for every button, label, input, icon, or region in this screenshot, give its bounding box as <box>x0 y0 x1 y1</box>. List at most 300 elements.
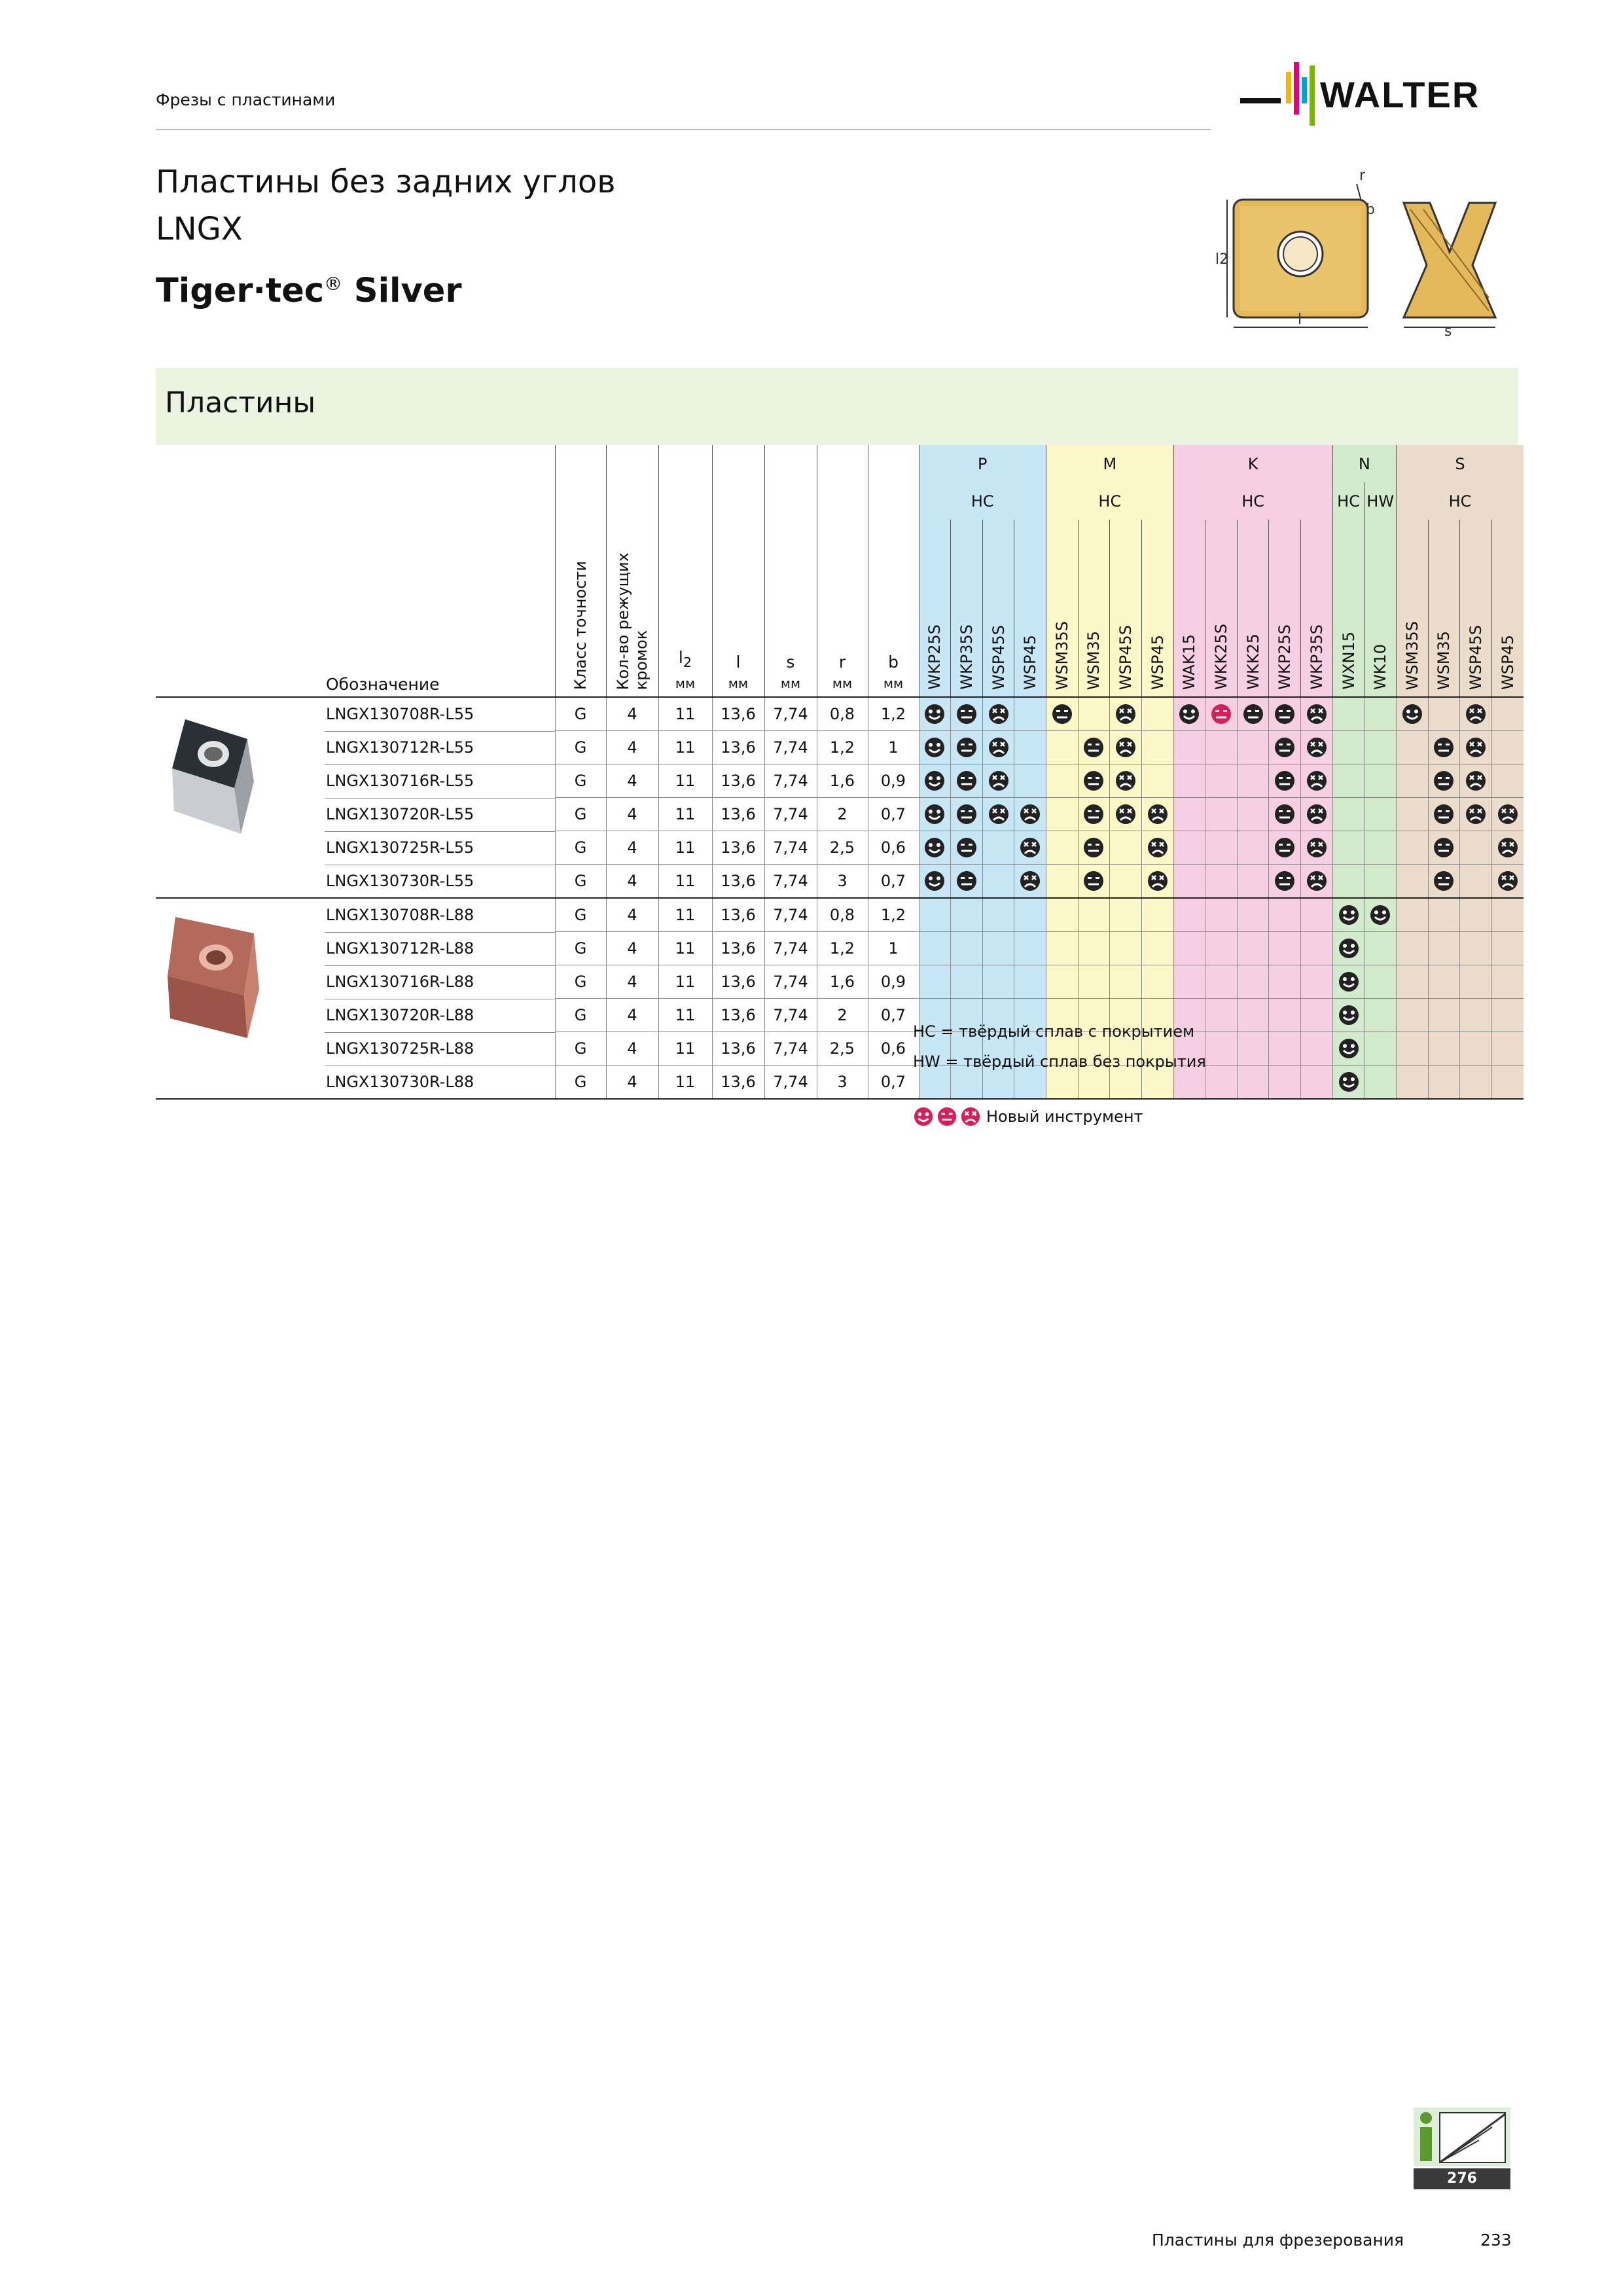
neutral-rating-icon <box>1433 770 1455 792</box>
class-cell: G <box>555 965 606 999</box>
grade-cell-WSP45S <box>1460 697 1492 731</box>
grade-cell-WKP35S <box>951 965 983 999</box>
group-header-K: K <box>1173 445 1332 482</box>
grade-cell-WSM35 <box>1428 965 1460 999</box>
grade-cell-WSM35 <box>1428 999 1460 1032</box>
grade-cell-WSM35 <box>1078 932 1110 965</box>
grade-cell-WSM35 <box>1078 865 1110 899</box>
group-subheader-S: HC <box>1397 482 1524 520</box>
designation-cell <box>156 898 555 932</box>
class-cell: G <box>555 1066 606 1100</box>
edges-cell: 4 <box>606 764 658 798</box>
grade-cell-WKP35S <box>1301 1032 1333 1066</box>
grade-cell-WSP45S <box>982 831 1014 865</box>
grade-cell-WSP45 <box>1141 932 1173 965</box>
grade-cell-WSP45 <box>1491 798 1524 831</box>
grade-header-WAK15: WAK15 <box>1173 520 1205 697</box>
grade-cell-WSP45 <box>1014 697 1046 731</box>
l2-cell: 11 <box>658 999 712 1032</box>
grade-header-WKP35S: WKP35S <box>951 520 983 697</box>
r-cell: 1,6 <box>817 965 868 999</box>
grade-cell-WSP45 <box>1491 1066 1524 1100</box>
grade-cell-WKK25 <box>1237 898 1269 932</box>
neutral-rating-icon <box>1274 736 1296 759</box>
grade-cell-WKK25 <box>1237 932 1269 965</box>
designation-text: LNGX130716R-L55 <box>326 772 474 790</box>
good-rating-icon <box>923 736 946 759</box>
class-cell: G <box>555 798 606 831</box>
designation-cell <box>156 932 555 965</box>
page-title-line1: Пластины без задних углов <box>156 164 616 200</box>
b-cell: 0,7 <box>868 865 919 899</box>
grade-cell-WK10 <box>1364 831 1397 865</box>
poor-rating-icon <box>1115 770 1137 792</box>
grade-cell-WSM35S <box>1046 731 1079 764</box>
grade-cell-WXN15 <box>1332 965 1364 999</box>
neutral-rating-icon <box>1274 703 1296 725</box>
grade-cell-WKP35S <box>951 831 983 865</box>
grade-cell-WSM35 <box>1428 865 1460 899</box>
grade-cell-WKP35S <box>951 798 983 831</box>
info-reference-icon[interactable] <box>1414 2108 1510 2166</box>
edges-cell: 4 <box>606 898 658 932</box>
class-cell: G <box>555 999 606 1032</box>
good-rating-icon <box>923 836 946 859</box>
l2-cell: 11 <box>658 965 712 999</box>
designation-cell <box>156 1066 555 1100</box>
grade-cell-WSM35S <box>1046 798 1079 831</box>
neutral-rating-icon <box>1274 770 1296 792</box>
designation-text: LNGX130712R-L55 <box>326 738 474 757</box>
r-cell: 2,5 <box>817 831 868 865</box>
grade-cell-WSM35S <box>1046 764 1079 798</box>
grade-cell-WAK15 <box>1173 865 1205 899</box>
designation-text: LNGX130720R-L55 <box>326 805 474 823</box>
edges-cell: 4 <box>606 831 658 865</box>
grade-cell-WSM35S <box>1397 999 1429 1032</box>
table-row <box>156 1066 1524 1100</box>
col-header-class: Класс точности <box>555 445 606 697</box>
designation-text: LNGX130725R-L55 <box>326 838 474 857</box>
section-band <box>156 368 1518 445</box>
l2-cell: 11 <box>658 831 712 865</box>
grade-cell-WKP25S <box>919 932 951 965</box>
l-cell: 13,6 <box>712 1032 764 1066</box>
good-rating-icon <box>923 703 946 725</box>
grade-cell-WSP45 <box>1014 898 1046 932</box>
col-header-edges: Кол-во режущих кромок <box>606 445 658 697</box>
grade-cell-WSP45 <box>1014 865 1046 899</box>
grade-cell-WSP45 <box>1141 965 1173 999</box>
neutral-rating-icon <box>1082 836 1105 859</box>
table-row <box>156 865 1524 899</box>
b-cell: 1 <box>868 731 919 764</box>
poor-rating-icon <box>1019 870 1041 892</box>
b-cell: 1,2 <box>868 898 919 932</box>
designation-text: LNGX130708R-L55 <box>326 705 474 724</box>
grade-cell-WSP45S <box>982 898 1014 932</box>
designation-text: LNGX130730R-L55 <box>326 871 474 890</box>
grade-cell-WKK25S <box>1205 865 1238 899</box>
page-title-product: Tiger·tec® Silver <box>156 272 462 310</box>
grade-cell-WSM35S <box>1397 1066 1429 1100</box>
grade-cell-WSP45 <box>1141 731 1173 764</box>
grade-cell-WXN15 <box>1332 999 1364 1032</box>
poor-rating-icon <box>988 703 1010 725</box>
table-row <box>156 731 1524 764</box>
grade-cell-WSP45S <box>1460 898 1492 932</box>
good-rating-icon <box>1369 904 1391 926</box>
poor-rating-icon <box>1115 736 1137 759</box>
footer-page-number: 233 <box>1480 2231 1512 2250</box>
grade-cell-WKP25S <box>919 898 951 932</box>
grade-cell-WSM35 <box>1428 1032 1460 1066</box>
grade-cell-WSP45S <box>1110 965 1142 999</box>
grade-cell-WSM35 <box>1428 831 1460 865</box>
grade-cell-WKP35S <box>1301 898 1333 932</box>
grade-cell-WSP45S <box>982 965 1014 999</box>
grade-cell-WSP45S <box>1460 731 1492 764</box>
inserts-table <box>156 445 1524 1100</box>
s-cell: 7,74 <box>764 764 817 798</box>
designation-cell <box>156 764 555 798</box>
grade-cell-WK10 <box>1364 898 1397 932</box>
s-cell: 7,74 <box>764 1032 817 1066</box>
grade-cell-WKP25S <box>1269 898 1301 932</box>
grade-cell-WXN15 <box>1332 865 1364 899</box>
label-r: r <box>1359 168 1366 184</box>
grade-cell-WSM35 <box>1078 798 1110 831</box>
l2-cell: 11 <box>658 1066 712 1100</box>
r-cell: 2 <box>817 798 868 831</box>
grade-cell-WKP35S <box>1301 764 1333 798</box>
grade-header-WSM35: WSM35 <box>1428 520 1460 697</box>
l-cell: 13,6 <box>712 898 764 932</box>
grade-cell-WKK25S <box>1205 831 1238 865</box>
l2-cell: 11 <box>658 764 712 798</box>
grade-cell-WSP45 <box>1141 831 1173 865</box>
grade-cell-WKP25S <box>919 731 951 764</box>
grade-header-WK10: WK10 <box>1364 520 1397 697</box>
poor-rating-icon <box>988 736 1010 759</box>
grade-cell-WKK25 <box>1237 865 1269 899</box>
header-divider <box>156 129 1211 130</box>
grade-cell-WSP45 <box>1141 697 1173 731</box>
poor-rating-icon <box>1115 803 1137 825</box>
neutral-rating-icon <box>955 870 978 892</box>
grade-cell-WKK25S <box>1205 764 1238 798</box>
edges-cell: 4 <box>606 1032 658 1066</box>
group-subheader-P: HC <box>919 482 1046 520</box>
neutral-rating-icon <box>1433 836 1455 859</box>
col-header-dim-l2: $l_2$ мм <box>658 445 712 697</box>
neutral-rating-icon <box>1433 736 1455 759</box>
group-subheader-K: HC <box>1173 482 1332 520</box>
edges-cell: 4 <box>606 731 658 764</box>
grade-cell-WSM35S <box>1397 731 1429 764</box>
l-cell: 13,6 <box>712 1066 764 1100</box>
b-cell: 0,9 <box>868 965 919 999</box>
grade-cell-WSM35 <box>1428 764 1460 798</box>
grade-cell-WSP45S <box>1460 798 1492 831</box>
s-cell: 7,74 <box>764 798 817 831</box>
grade-cell-WSP45S <box>982 932 1014 965</box>
col-header-dim-b: b мм <box>868 445 919 697</box>
grade-cell-WKP35S <box>1301 965 1333 999</box>
poor-rating-icon <box>1306 870 1328 892</box>
grade-cell-WKP35S <box>951 932 983 965</box>
grade-cell-WSP45 <box>1491 932 1524 965</box>
grade-cell-WKP35S <box>1301 999 1333 1032</box>
b-cell: 0,6 <box>868 831 919 865</box>
designation-cell <box>156 798 555 831</box>
grade-cell-WSP45 <box>1491 697 1524 731</box>
poor-rating-icon <box>1306 770 1328 792</box>
grade-cell-WSP45 <box>1014 731 1046 764</box>
grade-cell-WSM35S <box>1397 965 1429 999</box>
r-cell: 2 <box>817 999 868 1032</box>
neutral-rating-icon <box>1433 870 1455 892</box>
grade-cell-WKK25S <box>1205 1032 1238 1066</box>
good-rating-icon <box>1338 937 1360 960</box>
good-rating-icon <box>1338 1004 1360 1026</box>
grade-cell-WSP45S <box>1110 731 1142 764</box>
edges-cell: 4 <box>606 932 658 965</box>
l2-cell: 11 <box>658 898 712 932</box>
l2-cell: 11 <box>658 1032 712 1066</box>
grade-header-WSP45: WSP45 <box>1014 520 1046 697</box>
reference-page-number[interactable]: 276 <box>1414 2168 1510 2189</box>
r-cell: 1,2 <box>817 731 868 764</box>
grade-cell-WSP45S <box>1460 764 1492 798</box>
s-cell: 7,74 <box>764 898 817 932</box>
r-cell: 0,8 <box>817 898 868 932</box>
neutral-rating-icon <box>936 1106 957 1127</box>
grade-cell-WSP45S <box>1110 865 1142 899</box>
r-cell: 2,5 <box>817 1032 868 1066</box>
grade-cell-WSM35S <box>1397 764 1429 798</box>
l-cell: 13,6 <box>712 764 764 798</box>
poor-rating-icon <box>1019 803 1041 825</box>
grade-cell-WAK15 <box>1173 831 1205 865</box>
grade-cell-WSM35S <box>1046 831 1079 865</box>
grade-cell-WKP35S <box>951 764 983 798</box>
edges-cell: 4 <box>606 798 658 831</box>
r-cell: 3 <box>817 865 868 899</box>
class-cell: G <box>555 932 606 965</box>
poor-rating-icon <box>1115 703 1137 725</box>
r-cell: 3 <box>817 1066 868 1100</box>
group-subheader-M: HC <box>1046 482 1174 520</box>
neutral-rating-icon <box>1082 770 1105 792</box>
grade-cell-WKP35S <box>1301 731 1333 764</box>
neutral-rating-icon <box>1274 803 1296 825</box>
grade-cell-WSP45S <box>982 731 1014 764</box>
grade-header-WSP45S: WSP45S <box>1460 520 1492 697</box>
grade-cell-WKP25S <box>1269 1066 1301 1100</box>
grade-cell-WKP35S <box>951 865 983 899</box>
neutral-rating-icon <box>955 703 978 725</box>
grade-cell-WSP45S <box>1110 697 1142 731</box>
l2-cell: 11 <box>658 798 712 831</box>
grade-cell-WKP35S <box>1301 1066 1333 1100</box>
neutral-rating-icon <box>1082 803 1105 825</box>
col-header-designation: Обозначение <box>326 675 440 694</box>
b-cell: 0,6 <box>868 1032 919 1066</box>
b-cell: 0,7 <box>868 798 919 831</box>
grade-cell-WK10 <box>1364 764 1397 798</box>
l-cell: 13,6 <box>712 932 764 965</box>
b-cell: 1 <box>868 932 919 965</box>
grade-cell-WSM35 <box>1428 1066 1460 1100</box>
poor-rating-icon <box>1497 836 1519 859</box>
designation-text: LNGX130712R-L88 <box>326 939 474 958</box>
poor-rating-icon <box>1497 870 1519 892</box>
neutral-rating-icon <box>1082 736 1105 759</box>
l-cell: 13,6 <box>712 999 764 1032</box>
grade-cell-WSM35 <box>1078 731 1110 764</box>
good-rating-icon <box>923 770 946 792</box>
poor-rating-icon <box>1465 736 1487 759</box>
label-b: b <box>1366 202 1375 218</box>
grade-cell-WSP45 <box>1014 831 1046 865</box>
grade-cell-WSP45 <box>1141 865 1173 899</box>
page-title-line2: LNGX <box>156 211 243 247</box>
grade-cell-WXN15 <box>1332 697 1364 731</box>
grade-cell-WSP45 <box>1014 798 1046 831</box>
l-cell: 13,6 <box>712 965 764 999</box>
grade-cell-WSP45 <box>1014 965 1046 999</box>
grade-cell-WSM35 <box>1078 898 1110 932</box>
group-header-M: M <box>1046 445 1174 482</box>
edges-cell: 4 <box>606 965 658 999</box>
grade-cell-WSP45S <box>1460 965 1492 999</box>
grade-cell-WSP45S <box>1110 764 1142 798</box>
grade-cell-WSP45S <box>1110 798 1142 831</box>
neutral-rating-icon <box>1274 870 1296 892</box>
good-rating-icon <box>1338 1037 1360 1060</box>
grade-cell-WSP45S <box>982 697 1014 731</box>
grade-cell-WK10 <box>1364 999 1397 1032</box>
label-l: l <box>1298 312 1302 328</box>
grade-header-WKP25S: WKP25S <box>919 520 951 697</box>
poor-rating-icon <box>960 1106 981 1127</box>
grade-cell-WAK15 <box>1173 697 1205 731</box>
grade-cell-WSP45 <box>1491 965 1524 999</box>
poor-rating-icon <box>1465 770 1487 792</box>
grade-cell-WXN15 <box>1332 731 1364 764</box>
insert-dimension-diagram <box>1214 160 1515 337</box>
col-header-dim-s: s мм <box>764 445 817 697</box>
grade-cell-WSP45 <box>1014 764 1046 798</box>
l2-cell: 11 <box>658 865 712 899</box>
grade-header-WXN15: WXN15 <box>1332 520 1364 697</box>
grade-cell-WSM35 <box>1428 731 1460 764</box>
grade-cell-WAK15 <box>1173 932 1205 965</box>
grade-cell-WKP25S <box>919 831 951 865</box>
grade-cell-WKK25 <box>1237 798 1269 831</box>
grade-cell-WKK25 <box>1237 1066 1269 1100</box>
grade-cell-WK10 <box>1364 798 1397 831</box>
poor-rating-icon <box>988 803 1010 825</box>
grade-cell-WSM35S <box>1397 697 1429 731</box>
grade-cell-WKK25S <box>1205 1066 1238 1100</box>
grade-cell-WKK25 <box>1237 731 1269 764</box>
edges-cell: 4 <box>606 999 658 1032</box>
grade-cell-WKK25S <box>1205 697 1238 731</box>
grade-cell-WK10 <box>1364 965 1397 999</box>
grade-cell-WSM35 <box>1428 798 1460 831</box>
grade-cell-WXN15 <box>1332 1032 1364 1066</box>
designation-cell <box>156 1032 555 1066</box>
grade-cell-WK10 <box>1364 865 1397 899</box>
group-header-S: S <box>1397 445 1524 482</box>
grade-cell-WK10 <box>1364 697 1397 731</box>
designation-text: LNGX130708R-L88 <box>326 906 474 925</box>
poor-rating-icon <box>988 770 1010 792</box>
poor-rating-icon <box>1306 803 1328 825</box>
grade-cell-WKK25S <box>1205 731 1238 764</box>
poor-rating-icon <box>1465 803 1487 825</box>
designation-text: LNGX130720R-L88 <box>326 1006 474 1024</box>
grade-cell-WSM35S <box>1046 932 1079 965</box>
neutral-rating-icon <box>1210 703 1232 725</box>
grade-cell-WSM35S <box>1397 932 1429 965</box>
poor-rating-icon <box>1306 703 1328 725</box>
designation-cell <box>156 865 555 899</box>
l-cell: 13,6 <box>712 831 764 865</box>
grade-cell-WSM35S <box>1046 697 1079 731</box>
s-cell: 7,74 <box>764 1066 817 1100</box>
class-cell: G <box>555 865 606 899</box>
grade-cell-WAK15 <box>1173 731 1205 764</box>
grade-header-WSM35S: WSM35S <box>1397 520 1429 697</box>
walter-logo-text: WALTER <box>1320 74 1480 115</box>
neutral-rating-icon <box>955 803 978 825</box>
grade-cell-WSP45 <box>1141 764 1173 798</box>
r-cell: 0,8 <box>817 697 868 731</box>
good-rating-icon <box>1338 971 1360 993</box>
grade-cell-WSP45S <box>1460 865 1492 899</box>
poor-rating-icon <box>1147 870 1169 892</box>
class-cell: G <box>555 1032 606 1066</box>
grade-cell-WSM35S <box>1397 798 1429 831</box>
l-cell: 13,6 <box>712 731 764 764</box>
grade-cell-WKK25 <box>1237 999 1269 1032</box>
designation-cell <box>156 999 555 1032</box>
neutral-rating-icon <box>1433 803 1455 825</box>
b-cell: 0,7 <box>868 999 919 1032</box>
grade-cell-WSM35 <box>1078 965 1110 999</box>
designation-text: LNGX130716R-L88 <box>326 973 474 991</box>
grade-cell-WSM35S <box>1397 831 1429 865</box>
grade-cell-WXN15 <box>1332 764 1364 798</box>
grade-header-WSP45: WSP45 <box>1491 520 1524 697</box>
grade-header-WSM35: WSM35 <box>1078 520 1110 697</box>
good-rating-icon <box>1178 703 1200 725</box>
good-rating-icon <box>923 870 946 892</box>
grade-cell-WSM35 <box>1428 932 1460 965</box>
label-s: s <box>1444 323 1452 337</box>
grade-cell-WSM35S <box>1046 965 1079 999</box>
footer-section: Пластины для фрезерования <box>1152 2231 1404 2250</box>
b-cell: 1,2 <box>868 697 919 731</box>
grade-cell-WKP25S <box>1269 999 1301 1032</box>
header-section-title: Фрезы с пластинами <box>156 90 336 109</box>
grade-cell-WKP35S <box>1301 865 1333 899</box>
grade-cell-WSP45 <box>1491 764 1524 798</box>
label-l2: l2 <box>1215 251 1229 268</box>
